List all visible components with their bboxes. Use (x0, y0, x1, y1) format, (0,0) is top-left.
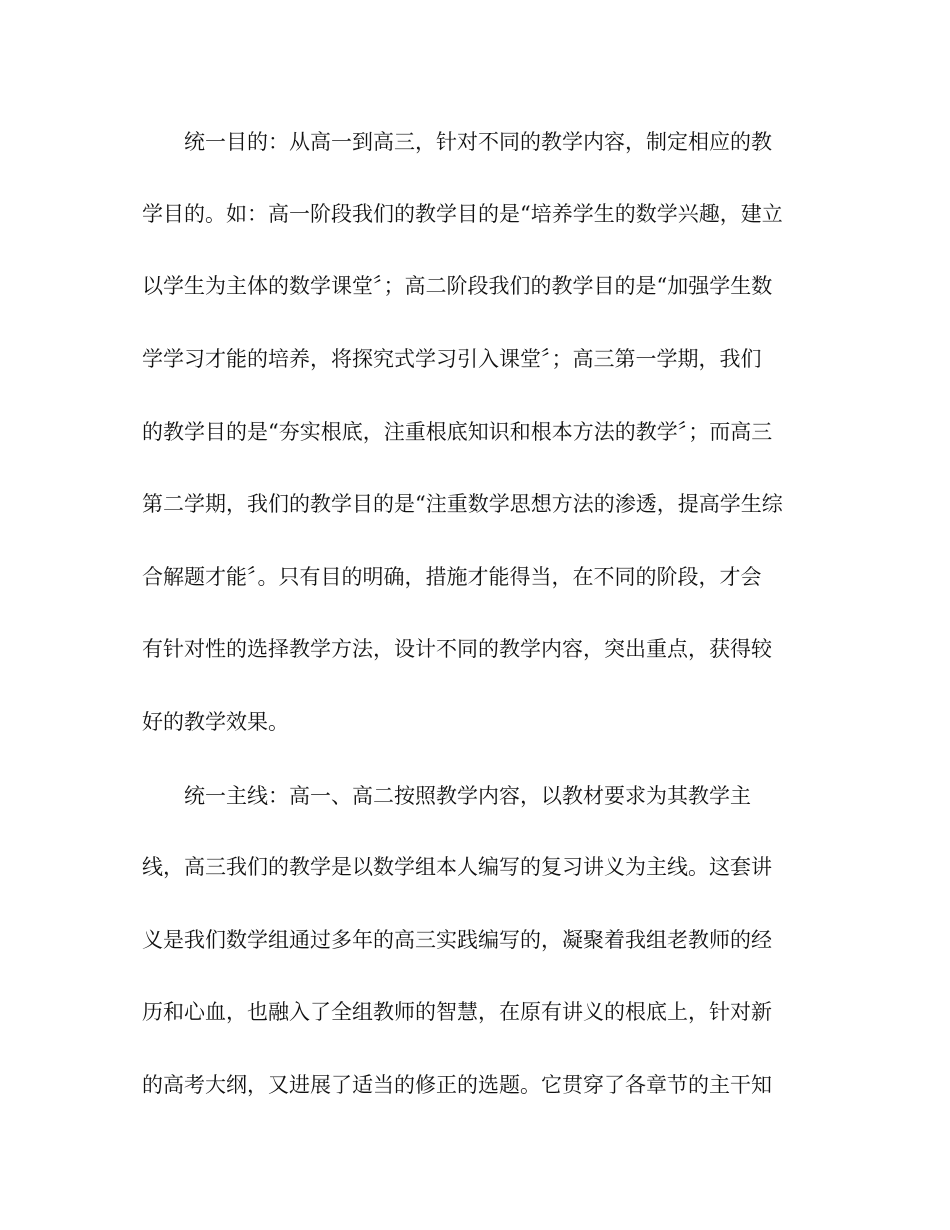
paragraph-1-line-2: 学目的。如：高一阶段我们的教学目的是“培养学生的数学兴趣，建立 (142, 202, 783, 226)
paragraph-1-line-6: 第二学期，我们的教学目的是“注重数学思想方法的渗透，提高学生综 (142, 492, 783, 516)
paragraph-1-line-1: 统一目的：从高一到高三，针对不同的教学内容，制定相应的教 (184, 130, 772, 154)
paragraph-2-line-2: 线，高三我们的教学是以数学组本人编写的复习讲义为主线。这套讲 (142, 855, 772, 879)
paragraph-1-line-5: 的教学目的是“夯实根底，注重根底知识和根本方法的教学〞；而高三 (142, 420, 773, 444)
paragraph-1-line-9: 好的教学效果。 (142, 710, 289, 734)
paragraph-2-line-3: 义是我们数学组通过多年的高三实践编写的，凝聚着我组老教师的经 (142, 928, 772, 952)
paragraph-1-line-7: 合解题才能〞。只有目的明确，措施才能得当，在不同的阶段，才会 (142, 565, 762, 589)
paragraph-1-line-3: 以学生为主体的数学课堂〞；高二阶段我们的教学目的是“加强学生数 (142, 274, 773, 298)
paragraph-1-line-8: 有针对性的选择教学方法，设计不同的教学内容，突出重点，获得较 (142, 637, 772, 661)
paragraph-2-line-1: 统一主线：高一、高二按照教学内容，以教材要求为其教学主 (184, 784, 751, 808)
paragraph-2-line-5: 的高考大纲，又进展了适当的修正的选题。它贯穿了各章节的主干知 (142, 1073, 772, 1097)
paragraph-2-line-4: 历和心血，也融入了全组教师的智慧，在原有讲义的根底上，针对新 (142, 1000, 772, 1024)
paragraph-1-line-4: 学学习才能的培养，将探究式学习引入课堂〞；高三第一学期，我们 (142, 347, 762, 371)
